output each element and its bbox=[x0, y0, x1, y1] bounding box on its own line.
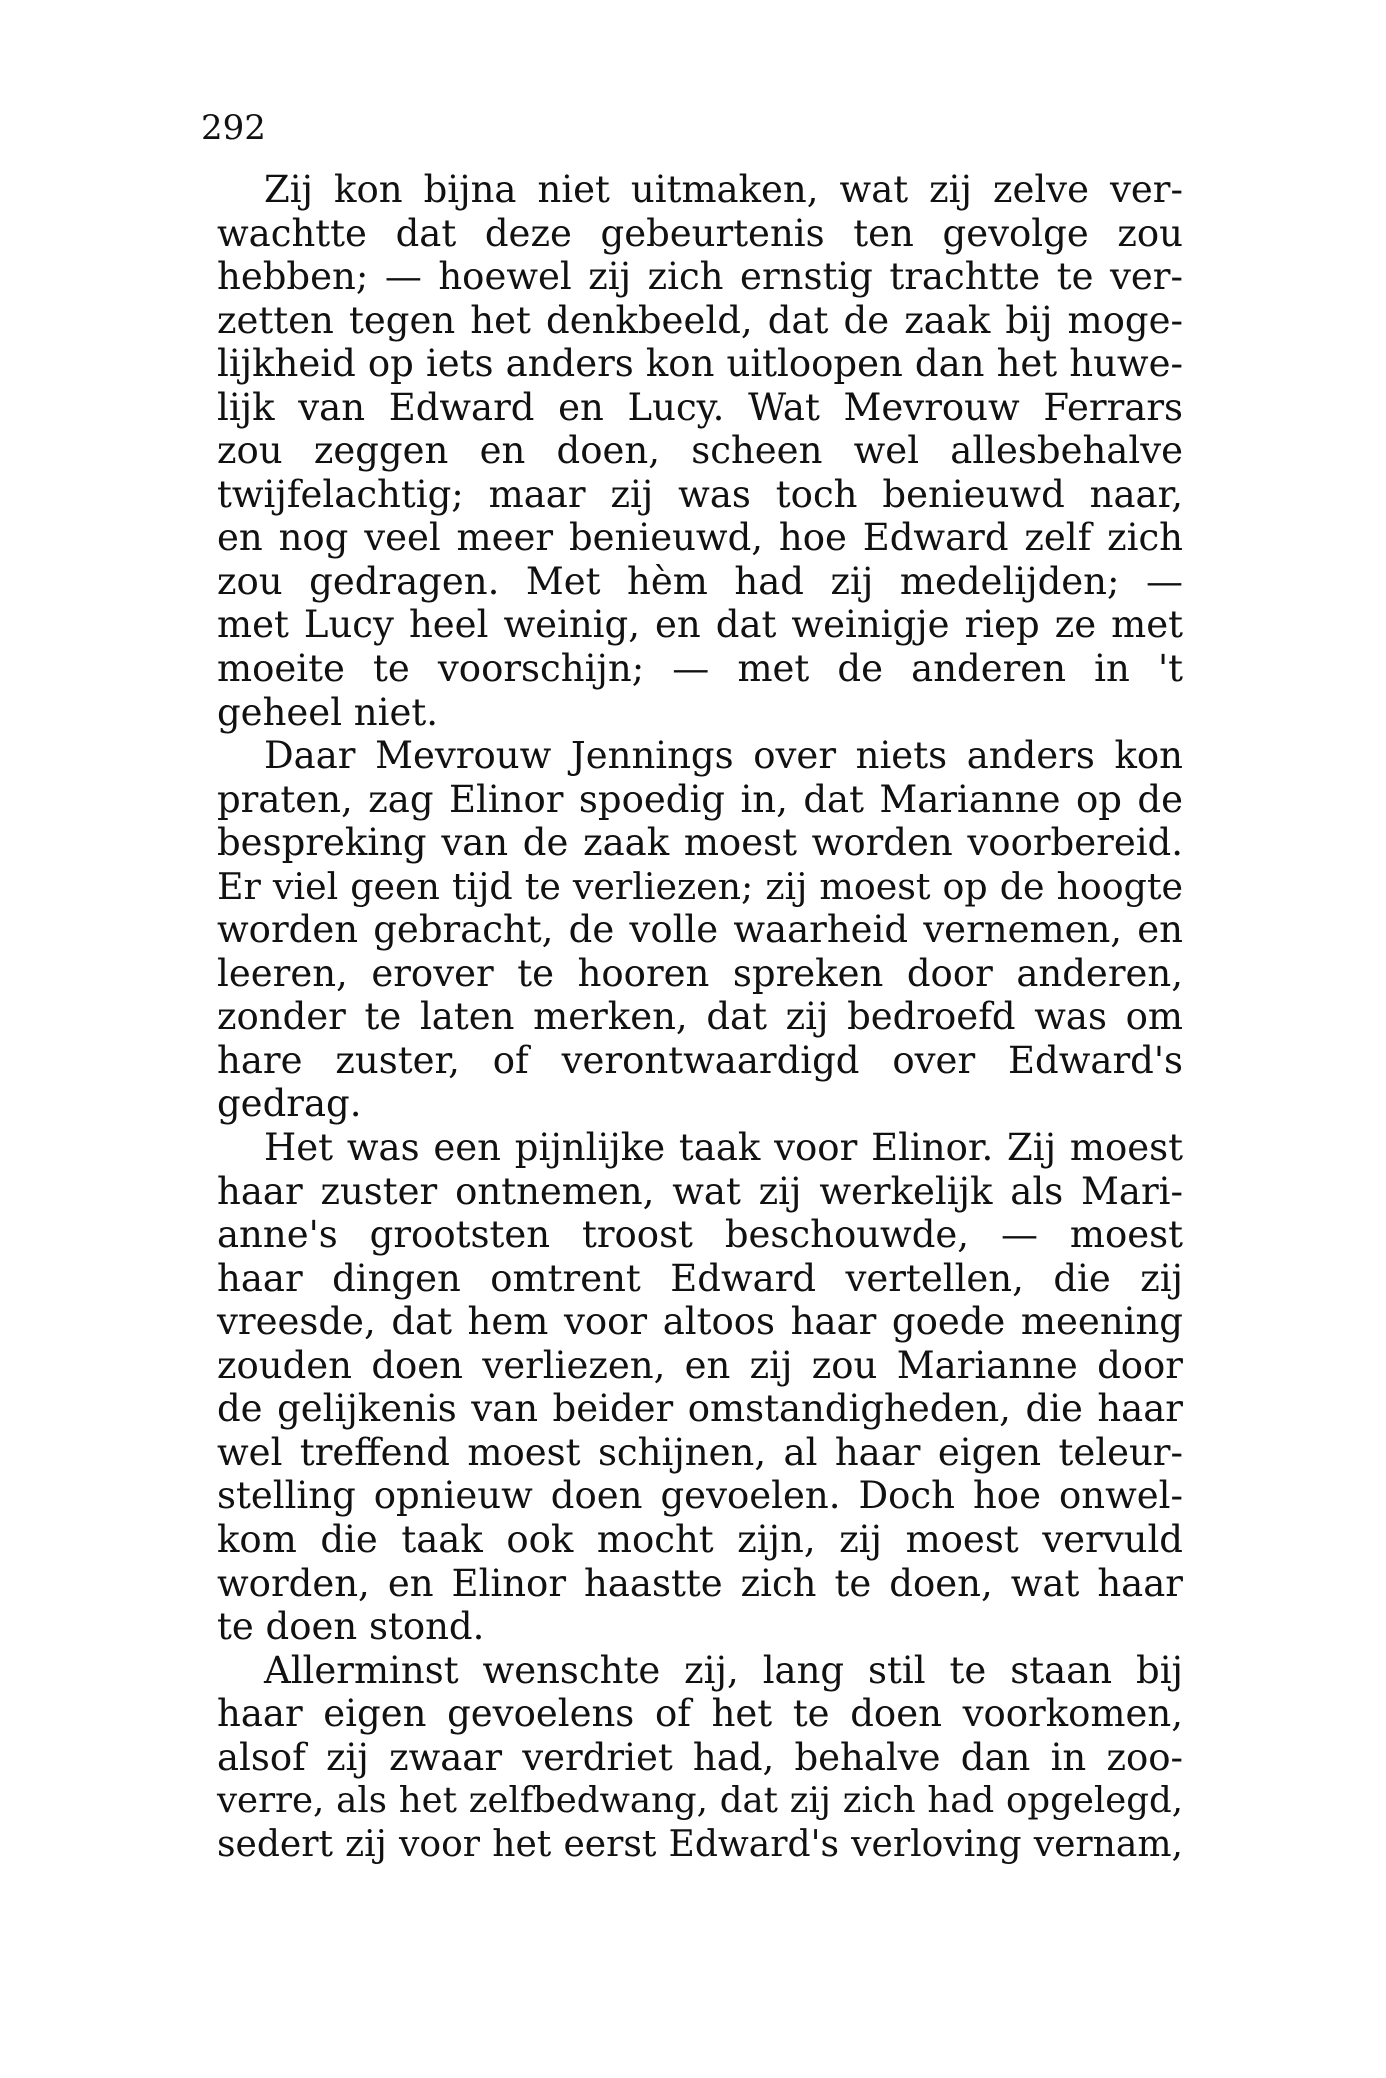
text-line: hebben; — hoewel zij zich ernstig trachtte te ver- bbox=[217, 255, 1183, 299]
text-line: geheel niet. bbox=[217, 690, 438, 734]
text-line: lijkheid op iets anders kon uitloopen dan het huwe- bbox=[217, 342, 1183, 386]
text-line: wel treffend moest schijnen, al haar eigen teleur- bbox=[217, 1430, 1183, 1474]
text-line: praten, zag Elinor spoedig in, dat Marianne op de bbox=[217, 777, 1183, 821]
text-line: zetten tegen het denkbeeld, dat de zaak bij moge- bbox=[217, 298, 1183, 342]
text-line: Het was een pijnlijke taak voor Elinor. Zij moest bbox=[264, 1126, 1183, 1170]
text-line: stelling opnieuw doen gevoelen. Doch hoe onwel- bbox=[217, 1474, 1183, 1518]
text-line: anne's grootsten troost beschouwde, — moest bbox=[217, 1213, 1183, 1257]
text-line: haar zuster ontnemen, wat zij werkelijk als Mari- bbox=[217, 1169, 1183, 1213]
text-line: moeite te voorschijn; — met de anderen in 't bbox=[217, 647, 1183, 691]
text-line: zou zeggen en doen, scheen wel allesbehalve bbox=[217, 429, 1183, 473]
text-line: haar dingen omtrent Edward vertellen, die zij bbox=[217, 1256, 1183, 1300]
body-text bbox=[217, 168, 1183, 1866]
text-line: zonder te laten merken, dat zij bedroefd was om bbox=[217, 995, 1183, 1039]
page-number: 292 bbox=[201, 108, 266, 148]
text-line: worden, en Elinor haastte zich te doen, wat haar bbox=[217, 1561, 1183, 1605]
text-line: bespreking van de zaak moest worden voorbereid. bbox=[217, 821, 1183, 865]
text-line: te doen stond. bbox=[217, 1605, 485, 1649]
text-line: twijfelachtig; maar zij was toch benieuwd naar, bbox=[217, 472, 1183, 516]
text-line: vreesde, dat hem voor altoos haar goede meening bbox=[217, 1300, 1183, 1344]
text-line: Zij kon bijna niet uitmaken, wat zij zelve ver- bbox=[264, 168, 1183, 211]
text-line: haar eigen gevoelens of het te doen voorkomen, bbox=[217, 1692, 1183, 1736]
text-line: de gelijkenis van beider omstandigheden, die haar bbox=[217, 1387, 1183, 1431]
text-line: Daar Mevrouw Jennings over niets anders kon bbox=[264, 734, 1183, 778]
text-line: kom die taak ook mocht zijn, zij moest vervuld bbox=[217, 1517, 1183, 1561]
text-line: lijk van Edward en Lucy. Wat Mevrouw Ferrars bbox=[217, 385, 1183, 429]
text-line: met Lucy heel weinig, en dat weinigje riep ze met bbox=[217, 603, 1183, 647]
text-line: hare zuster, of verontwaardigd over Edward's bbox=[217, 1038, 1183, 1082]
text-line: zou gedragen. Met hèm had zij medelijden; — bbox=[217, 559, 1183, 603]
text-line: worden gebracht, de volle waarheid vernemen, en bbox=[217, 908, 1183, 952]
text-line: verre, als het zelfbedwang, dat zij zich had opgelegd, bbox=[217, 1780, 1183, 1822]
text-line: gedrag. bbox=[217, 1082, 362, 1126]
text-line: leeren, erover te hooren spreken door anderen, bbox=[217, 951, 1183, 995]
text-line: Allerminst wenschte zij, lang stil te staan bij bbox=[264, 1648, 1183, 1692]
text-line: en nog veel meer benieuwd, hoe Edward zelf zich bbox=[217, 516, 1183, 560]
text-line: zouden doen verliezen, en zij zou Marianne door bbox=[217, 1343, 1183, 1387]
text-line: Er viel geen tijd te verliezen; zij moest op de hoogte bbox=[217, 864, 1183, 908]
text-line: wachtte dat deze gebeurtenis ten gevolge zou bbox=[217, 211, 1183, 255]
text-line: alsof zij zwaar verdriet had, behalve dan in zoo- bbox=[217, 1735, 1183, 1779]
text-line: sedert zij voor het eerst Edward's verloving vernam, bbox=[217, 1822, 1183, 1865]
